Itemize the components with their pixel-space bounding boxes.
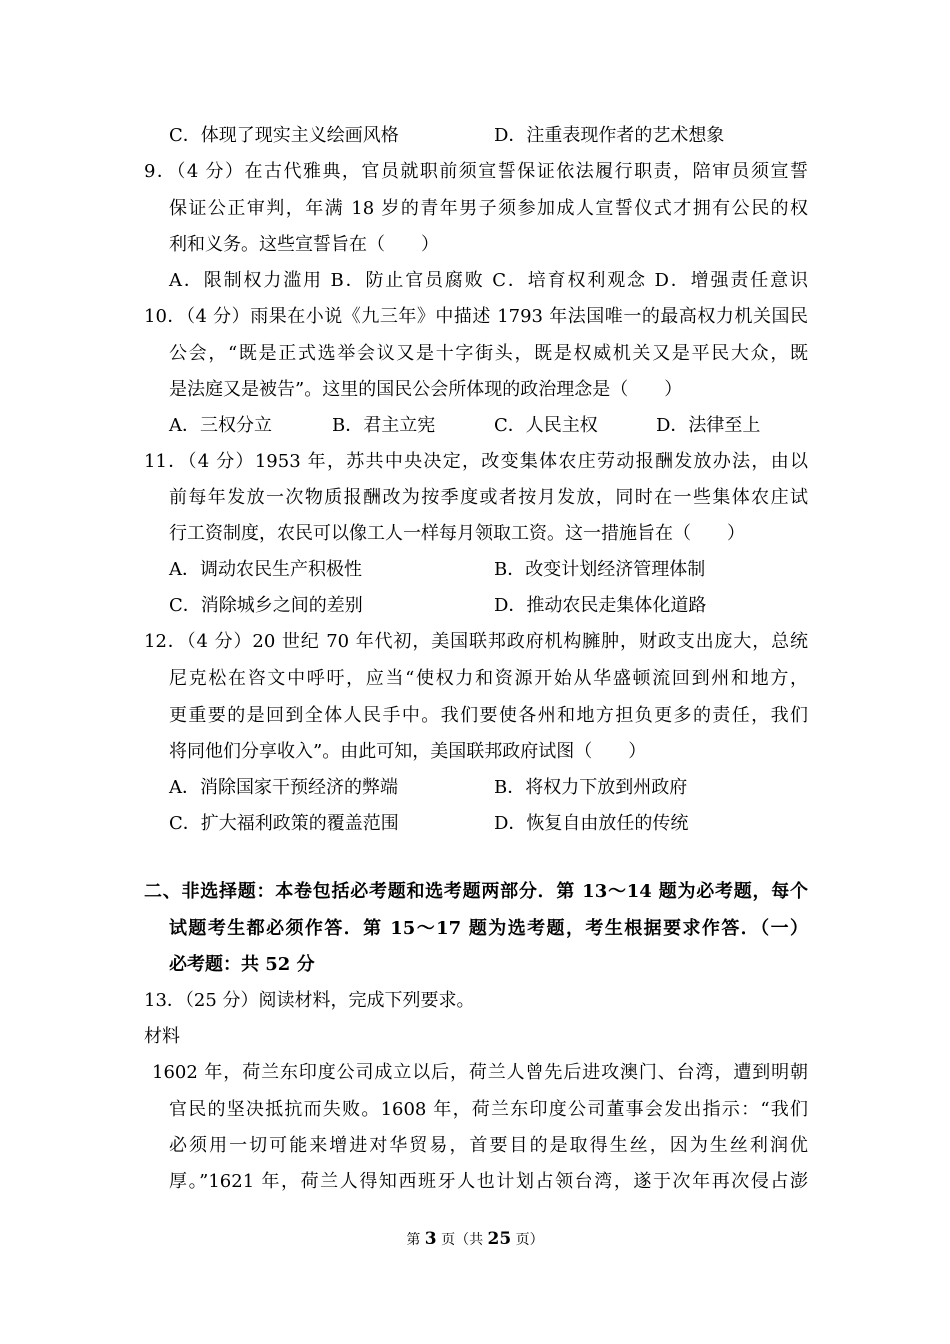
q11-stem-line-3: 行工资制度，农民可以像工人一样每月领取工资。这一措施旨在（ ）: [169, 523, 745, 544]
q12-option-a: A．消除国家干预经济的弊端: [169, 777, 398, 798]
q12-option-c: C．扩大福利政策的覆盖范围: [169, 813, 399, 834]
q9-stem-line-3: 利和义务。这些宣誓旨在（ ）: [169, 234, 439, 255]
footer-page-number: 3: [424, 1229, 437, 1249]
q12-stem-line-2: 尼克松在咨文中呼吁，应当“使权力和资源开始从华盛顿流回到州和地方，: [169, 668, 808, 689]
q11-stem-line-1: 11．（4 分）1953 年，苏共中央决定，改变集体农庄劳动报酬发放办法，由以: [144, 451, 808, 472]
q13-stem: 13．（25 分）阅读材料，完成下列要求。: [144, 990, 475, 1011]
q12-stem-line-4: 将同他们分享收入”。由此可知，美国联邦政府试图（ ）: [169, 741, 647, 762]
q13-material-label: 材料: [144, 1026, 180, 1047]
q12-stem-line-3: 更重要的是回到全体人民手中。我们要使各州和地方担负更多的责任，我们: [169, 705, 808, 726]
q13-material-line-3: 必须用一切可能来增进对华贸易，首要目的是取得生丝，因为生丝利润优: [169, 1135, 808, 1156]
q13-material-line-2: 官民的坚决抵抗而失败。1608 年，荷兰东印度公司董事会发出指示：“我们: [169, 1099, 808, 1120]
footer-total-pages: 25: [487, 1229, 512, 1249]
q11-option-b: B．改变计划经济管理体制: [494, 559, 706, 580]
q10-option-a: A．三权分立: [169, 415, 272, 436]
section-2-heading-line-1: 二、非选择题：本卷包括必考题和选考题两部分．第 13～14 题为必考题，每个: [144, 881, 808, 902]
q8-option-c: C．体现了现实主义绘画风格: [169, 125, 399, 146]
q11-option-a: A．调动农民生产积极性: [169, 559, 362, 580]
q10-stem-line-2: 公会，“既是正式选举会议又是十字街头，既是权威机关又是平民大众，既: [169, 343, 808, 364]
footer-mid: 页（共: [441, 1232, 484, 1248]
q13-material-line-1: 1602 年，荷兰东印度公司成立以后，荷兰人曾先后进攻澳门、台湾，遭到明朝: [152, 1062, 808, 1083]
q12-option-d: D．恢复自由放任的传统: [494, 813, 689, 834]
q9-options: A．限制权力滥用 B．防止官员腐败 C．培育权利观念 D．增强责任意识: [169, 270, 808, 291]
q8-option-d: D．注重表现作者的艺术想象: [494, 125, 725, 146]
q13-material-line-4: 厚。”1621 年，荷兰人得知西班牙人也计划占领台湾，遂于次年再次侵占澎: [169, 1171, 808, 1192]
q10-stem-line-3: 是法庭又是被告”。这里的国民公会所体现的政治理念是（ ）: [169, 379, 683, 400]
q12-option-b: B．将权力下放到州政府: [494, 777, 688, 798]
footer-prefix: 第: [406, 1232, 421, 1248]
footer-suffix: 页）: [515, 1232, 544, 1248]
q10-option-d: D．法律至上: [656, 415, 761, 436]
q10-option-c: C．人民主权: [494, 415, 598, 436]
q9-stem-line-2: 保证公正审判，年满 18 岁的青年男子须参加成人宣誓仪式才拥有公民的权: [169, 198, 808, 219]
section-2-heading-line-2: 试题考生都必须作答．第 15～17 题为选考题，考生根据要求作答．（一）: [169, 918, 808, 939]
q10-option-b: B．君主立宪: [332, 415, 436, 436]
page-footer: [0, 1229, 950, 1249]
q9-stem-line-1: 9．（4 分）在古代雅典，官员就职前须宣誓保证依法履行职责，陪审员须宣誓: [144, 161, 808, 182]
section-2-heading-line-3: 必考题：共 52 分: [169, 954, 315, 975]
q11-option-c: C．消除城乡之间的差别: [169, 595, 363, 616]
q11-stem-line-2: 前每年发放一次物质报酬改为按季度或者按月发放，同时在一些集体农庄试: [169, 487, 808, 508]
q12-stem-line-1: 12．（4 分）20 世纪 70 年代初，美国联邦政府机构臃肿，财政支出庞大，总统: [144, 631, 808, 652]
q10-stem-line-1: 10．（4 分）雨果在小说《九三年》中描述 1793 年法国唯一的最高权力机关国民: [144, 306, 808, 327]
q11-option-d: D．推动农民走集体化道路: [494, 595, 707, 616]
